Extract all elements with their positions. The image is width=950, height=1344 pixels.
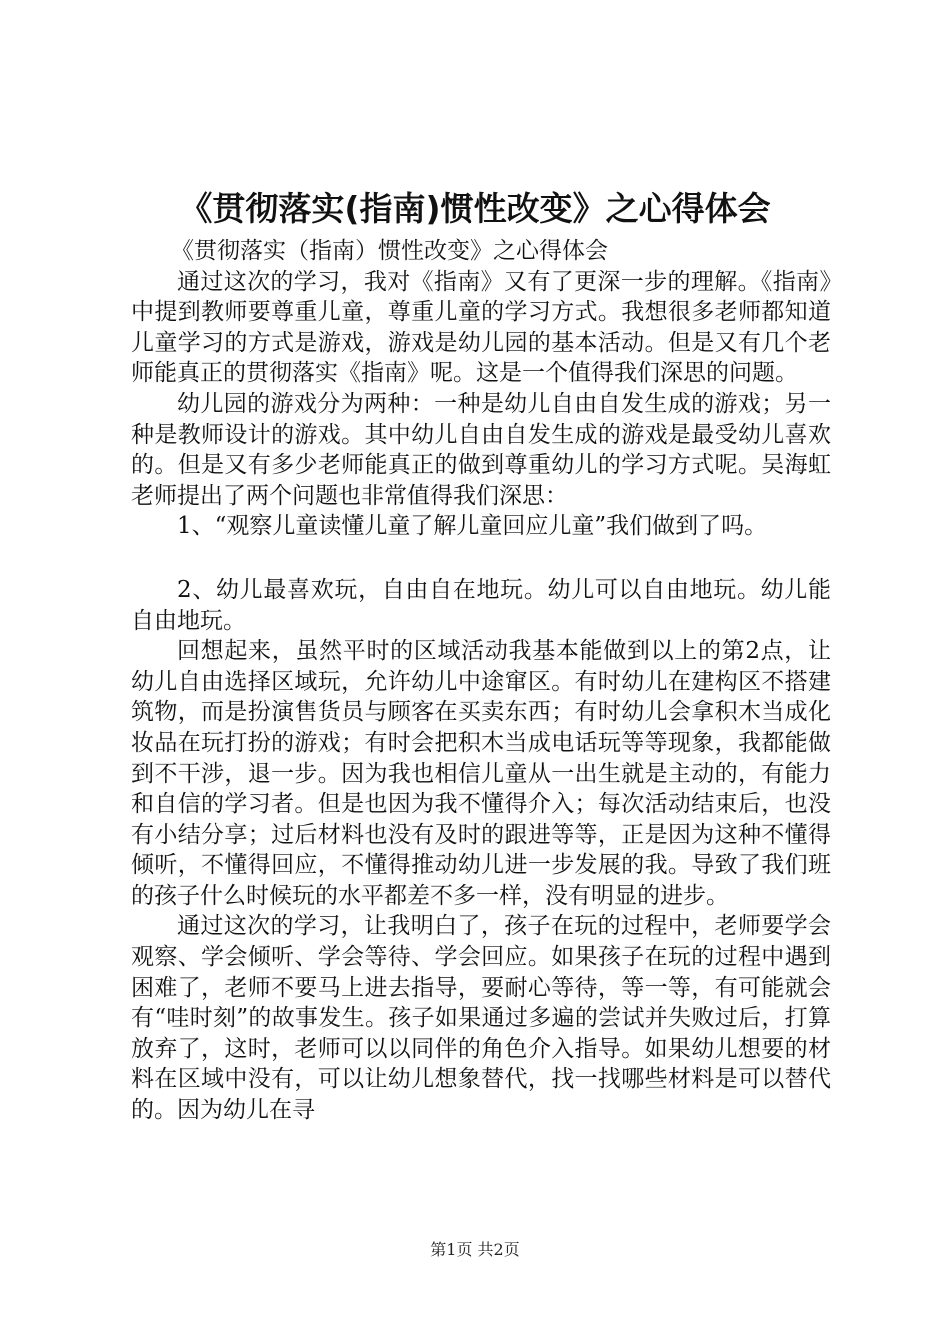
document-title: 《贯彻落实(指南)惯性改变》之心得体会 — [179, 189, 771, 228]
document-subtitle: 《贯彻落实（指南）惯性改变》之心得体会 — [171, 238, 608, 264]
page-footer: 第1页 共2页 — [430, 1240, 520, 1259]
paragraph-gap — [131, 542, 831, 575]
paragraph-5: 回想起来，虽然平时的区域活动我基本能做到以上的第2点，让幼儿自由选择区域玩，允许幼儿中途窜区。有时幼儿在建构区不搭建筑物，而是扮演售货员与顾客在买卖东西；有时幼儿会拿积木当成化妆品在玩打扮的游戏；有时会把积木当成电话玩等等现象，我都能做到不干涉，退一步。因为我也相信儿童从一出生就是主动的，有能力和自信的学习者。但是也因为我不懂得介入；每次活动结束后，也没有小结分享；过后材料也没有及时的跟进等等，正是因为这种不懂得倾听，不懂得回应，不懂得推动幼儿进一步发展的我。导致了我们班的孩子什么时候玩的水平都差不多一样，没有明显的进步。 — [131, 638, 831, 909]
paragraph-4: 2、幼儿最喜欢玩，自由自在地玩。幼儿可以自由地玩。幼儿能自由地玩。 — [131, 576, 831, 634]
paragraph-3: 1、“观察儿童读懂儿童了解儿童回应儿童”我们做到了吗。 — [177, 513, 768, 540]
paragraph-6: 通过这次的学习，让我明白了，孩子在玩的过程中，老师要学会观察、学会倾听、学会等待、学会回应。如果孩子在玩的过程中遇到困难了，老师不要马上进去指导，要耐心等待，等一等，有可能就会有“哇时刻”的故事发生。孩子如果通过多遍的尝试并失败过后，打算放弃了，这时，老师可以以同伴的角色介入指导。如果幼儿想要的材料在区域中没有，可以让幼儿想象替代，找一找哪些材料是可以替代的。因为幼儿在寻 — [131, 913, 831, 1124]
paragraph-1: 通过这次的学习，我对《指南》又有了更深一步的理解。《指南》中提到教师要尊重儿童，尊重儿童的学习方式。我想很多老师都知道儿童学习的方式是游戏，游戏是幼儿园的基本活动。但是又有几个老师能真正的贯彻落实《指南》呢。这是一个值得我们深思的问题。 — [131, 268, 831, 387]
paragraph-2: 幼儿园的游戏分为两种：一种是幼儿自由自发生成的游戏；另一种是教师设计的游戏。其中幼儿自由自发生成的游戏是最受幼儿喜欢的。但是又有多少老师能真正的做到尊重幼儿的学习方式呢。吴海虹老师提出了两个问题也非常值得我们深思： — [131, 390, 831, 509]
document-body — [131, 236, 831, 1126]
